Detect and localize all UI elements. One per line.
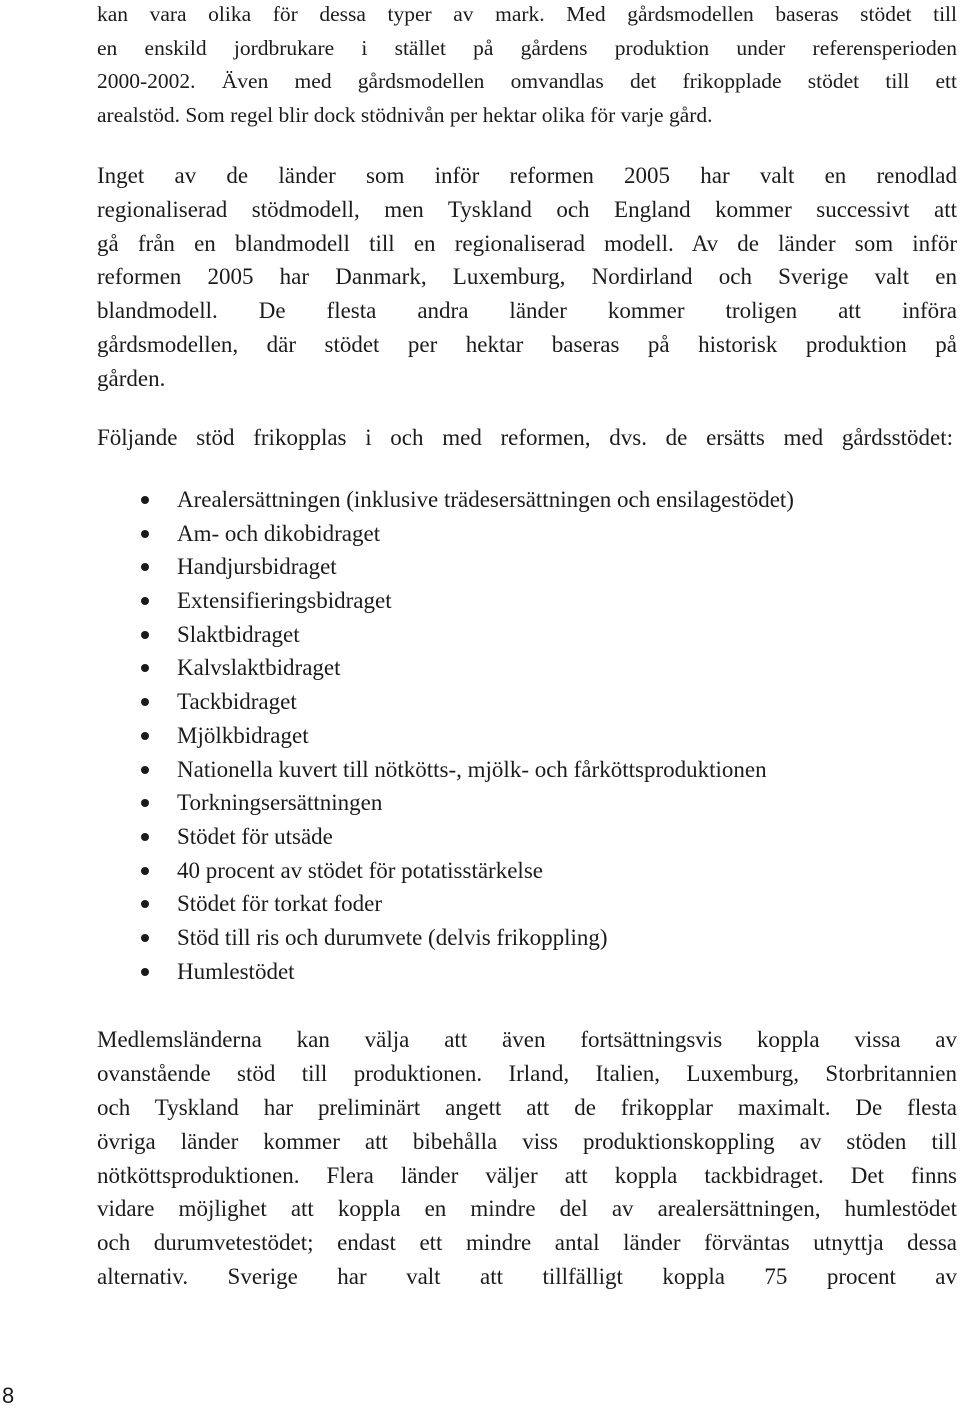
text-line: ovanstående stöd till produktionen. Irland, Italien, Luxemburg, Storbritannien bbox=[97, 1060, 957, 1086]
text-line: en enskild jordbrukare i stället på gårdens produktion under referensperioden bbox=[97, 35, 957, 60]
text-line: blandmodell. De flesta andra länder kommer troligen att införa bbox=[97, 298, 957, 324]
list-item bbox=[0, 921, 960, 955]
list-item bbox=[0, 651, 960, 685]
bullet-icon bbox=[141, 698, 149, 706]
paragraph-member-state-coupling bbox=[97, 1023, 957, 1294]
text-line: reformen 2005 har Danmark, Luxemburg, Nordirland och Sverige valt en bbox=[97, 264, 957, 290]
list-item bbox=[0, 517, 960, 551]
bullet-icon bbox=[141, 732, 149, 740]
text-line: Följande stöd frikopplas i och med reformen, dvs. de ersätts med gårdsstödet: bbox=[97, 425, 953, 450]
list-item bbox=[0, 618, 960, 652]
text-line: kan vara olika för dessa typer av mark. Med gårdsmodellen baseras stödet till bbox=[97, 2, 957, 26]
text-line: arealstöd. Som regel blir dock stödnivån per hektar olika för varje gård. bbox=[97, 103, 713, 128]
text-line: nötköttsproduktionen. Flera länder väljer att koppla tackbidraget. Det finns bbox=[97, 1162, 957, 1188]
text-line: gå från en blandmodell till en regionaliserad modell. Av de länder som inför bbox=[97, 230, 957, 256]
text-line: övriga länder kommer att bibehålla viss produktionskoppling av stöden till bbox=[97, 1128, 957, 1154]
list-item-text: Nationella kuvert till nötkötts-, mjölk- och fårköttsproduktionen bbox=[177, 756, 767, 782]
list-item-text: Mjölkbidraget bbox=[177, 722, 309, 748]
text-line: Medlemsländerna kan välja att även fortsättningsvis koppla vissa av bbox=[97, 1027, 957, 1052]
list-item-text: Stöd till ris och durumvete (delvis frikoppling) bbox=[177, 924, 608, 950]
bullet-icon bbox=[141, 799, 149, 807]
bullet-icon bbox=[141, 563, 149, 571]
list-item-text: Stödet för torkat foder bbox=[177, 891, 383, 917]
bullet-icon bbox=[141, 496, 149, 504]
list-item bbox=[0, 854, 960, 888]
bullet-icon bbox=[141, 833, 149, 841]
list-item bbox=[0, 753, 960, 787]
list-item bbox=[0, 483, 960, 517]
list-item-text: 40 procent av stödet för potatisstärkelse bbox=[177, 857, 543, 883]
list-item-text: Humlestödet bbox=[177, 958, 295, 984]
bullet-icon bbox=[141, 530, 149, 538]
list-item bbox=[0, 584, 960, 618]
list-item-text: Kalvslaktbidraget bbox=[177, 655, 341, 681]
bullet-icon bbox=[141, 867, 149, 875]
list-item bbox=[0, 685, 960, 719]
bullet-icon bbox=[141, 900, 149, 908]
list-item-text: Am- och dikobidraget bbox=[177, 520, 381, 546]
page-number: 8 bbox=[2, 1383, 15, 1408]
text-line: gårdsmodellen, där stödet per hektar baseras på historisk produktion på bbox=[97, 331, 957, 357]
bullet-icon bbox=[141, 968, 149, 976]
decoupled-support-list bbox=[0, 483, 960, 988]
text-line: gården. bbox=[97, 365, 166, 391]
list-item-text: Slaktbidraget bbox=[177, 621, 300, 647]
list-item bbox=[0, 887, 960, 921]
bullet-icon bbox=[141, 934, 149, 942]
text-line: alternativ. Sverige har valt att tillfälligt koppla 75 procent av bbox=[97, 1264, 957, 1290]
list-item bbox=[0, 550, 960, 584]
text-line: vidare möjlighet att koppla en mindre del av arealersättningen, humlestödet bbox=[97, 1196, 957, 1222]
paragraph-continued bbox=[97, 0, 957, 133]
list-item-text: Stödet för utsäde bbox=[177, 823, 333, 849]
list-item bbox=[0, 719, 960, 753]
list-item bbox=[0, 955, 960, 989]
list-item bbox=[0, 820, 960, 854]
bullet-icon bbox=[141, 664, 149, 672]
list-item-text: Torkningsersättningen bbox=[177, 790, 383, 816]
list-item-text: Extensifieringsbidraget bbox=[177, 588, 392, 614]
bullet-icon bbox=[141, 597, 149, 605]
text-line: och durumvetestödet; endast ett mindre antal länder förväntas utnyttja dessa bbox=[97, 1230, 957, 1256]
list-intro-paragraph bbox=[97, 421, 957, 455]
paragraph-reform-models bbox=[97, 159, 957, 396]
text-line: 2000-2002. Även med gårdsmodellen omvandlas det frikopplade stödet till ett bbox=[97, 69, 957, 94]
list-item-text: Tackbidraget bbox=[177, 689, 297, 715]
list-item-text: Handjursbidraget bbox=[177, 554, 337, 580]
text-line: Inget av de länder som inför reformen 2005 har valt en renodlad bbox=[97, 163, 957, 188]
list-item-text: Arealersättningen (inklusive trädesersättningen och ensilagestödet) bbox=[177, 487, 794, 512]
list-item bbox=[0, 786, 960, 820]
bullet-icon bbox=[141, 766, 149, 774]
bullet-icon bbox=[141, 631, 149, 639]
text-line: och Tyskland har preliminärt angett att de frikopplar maximalt. De flesta bbox=[97, 1094, 957, 1120]
text-line: regionaliserad stödmodell, men Tyskland och England kommer successivt att bbox=[97, 196, 957, 222]
